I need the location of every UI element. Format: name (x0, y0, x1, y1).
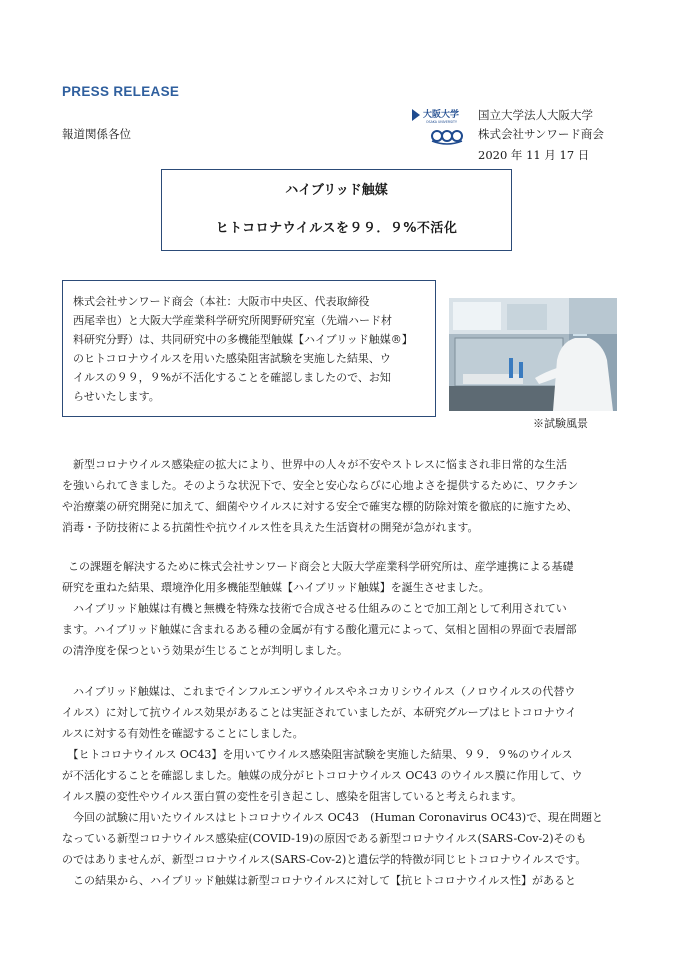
body-line: や治療薬の研究開発に加えて、細菌やウイルスに対する安全で確実な標的防除対策を徹底的に施すため、 (62, 500, 578, 513)
press-release-label: PRESS RELEASE (62, 84, 180, 99)
body-line: ハイブリッド触媒は、これまでインフルエンザウイルスやネコカリシウイルス（ノロウイルスの代替ウ (62, 685, 576, 698)
body-line: なっている新型コロナウイルス感染症(COVID-19)の原因である新型コロナウイルス(SARS-Cov-2)そのも (62, 832, 587, 845)
summary-line: 株式会社サンワード商会（本社：大阪市中央区、代表取締役 (73, 295, 370, 308)
title-line-2: ヒトコロナウイルスを９９．９%不活化 (215, 221, 458, 236)
body-line: 新型コロナウイルス感染症の拡大により、世界中の人々が不安やストレスに悩まされ非日常的な生活 (62, 458, 568, 471)
body-line: この結果から、ハイブリッド触媒は新型コロナウイルスに対して【抗ヒトコロナウイルス性】があると (62, 874, 577, 887)
summary-line: イルスの９９，９%が不活化することを確認しましたので、お知 (73, 371, 391, 384)
body-line: の清浄度を保つという効果が生じることが判明しました。 (62, 644, 348, 657)
body-line: イルス）に対して抗ウイルス効果があることは実証されていましたが、本研究グループはヒトコロナウイ (62, 706, 577, 719)
organization-osaka-university: 国立大学法人大阪大学 (478, 108, 593, 122)
release-date: 2020 年 11 月 17 日 (478, 148, 590, 162)
body-line: イルス膜の変性やウイルス蛋白質の変性を引き起こし、感染を阻害していると考えられます。 (62, 790, 523, 803)
logo-sub: OSAKA UNIVERSITY (426, 120, 457, 124)
photo-caption: ※試験風景 (533, 417, 588, 430)
body-line: 研究を重ねた結果、環境浄化用多機能型触媒【ハイブリッド触媒】を誕生させました。 (62, 581, 490, 594)
body-line: 今回の試験に用いたウイルスはヒトコロナウイルス OC43 (Human Coronavirus OC43)で、現在問題と (62, 811, 603, 824)
summary-line: 西尾幸也）と大阪大学産業科学研究所関野研究室（先端ハード材 (73, 314, 392, 327)
body-line: が不活化することを確認しました。触媒の成分がヒトコロナウイルス OC43 のウイルス膜に作用して、ウ (62, 769, 583, 782)
body-line: この課題を解決するために株式会社サンワード商会と大阪大学産業科学研究所は、産学連携による基礎 (68, 560, 574, 573)
organization-sunward: 株式会社サンワード商会 (478, 127, 604, 141)
summary-box (62, 280, 436, 417)
title-line-1: ハイブリッド触媒 (285, 183, 388, 198)
title-box (161, 169, 512, 251)
body-line: 【ヒトコロナウイルス OC43】を用いてウイルス感染阻害試験を実施した結果、９９．９%のウイルス (62, 748, 573, 761)
body-line: ハイブリッド触媒は有機と無機を特殊な技術で合成させる仕組みのことで加工剤として利用されてい (62, 602, 567, 615)
experiment-photo (449, 298, 617, 411)
summary-line: 料研究分野）は、共同研究中の多機能型触媒【ハイブリッド触媒®】 (73, 333, 413, 346)
logo-name: 大阪大学 (423, 110, 460, 120)
body-line: を強いられてきました。そのような状況下で、安全と安心ならびに心地よさを提供するために、ワクチン (62, 479, 579, 492)
summary-line: らせいたします。 (73, 390, 160, 403)
body-line: のではありませんが、新型コロナウイルス(SARS-Cov-2)と遺伝学的特徴が同じヒトコロナウイルスです。 (62, 853, 587, 866)
osaka-university-logo (410, 105, 470, 147)
body-line: 消毒・予防技術による抗菌性や抗ウイルス性を具えた生活資材の開発が急がれます。 (62, 521, 479, 534)
recipient-label: 報道関係各位 (62, 127, 131, 141)
summary-line: のヒトコロナウイルスを用いた感染阻害試験を実施した結果、ウ (73, 352, 391, 365)
body-line: ルスに対する有効性を確認することにしました。 (62, 727, 304, 740)
body-line: ます。ハイブリッド触媒に含まれるある種の金属が有する酸化還元によって、気相と固相の界面で表層部 (62, 623, 577, 636)
